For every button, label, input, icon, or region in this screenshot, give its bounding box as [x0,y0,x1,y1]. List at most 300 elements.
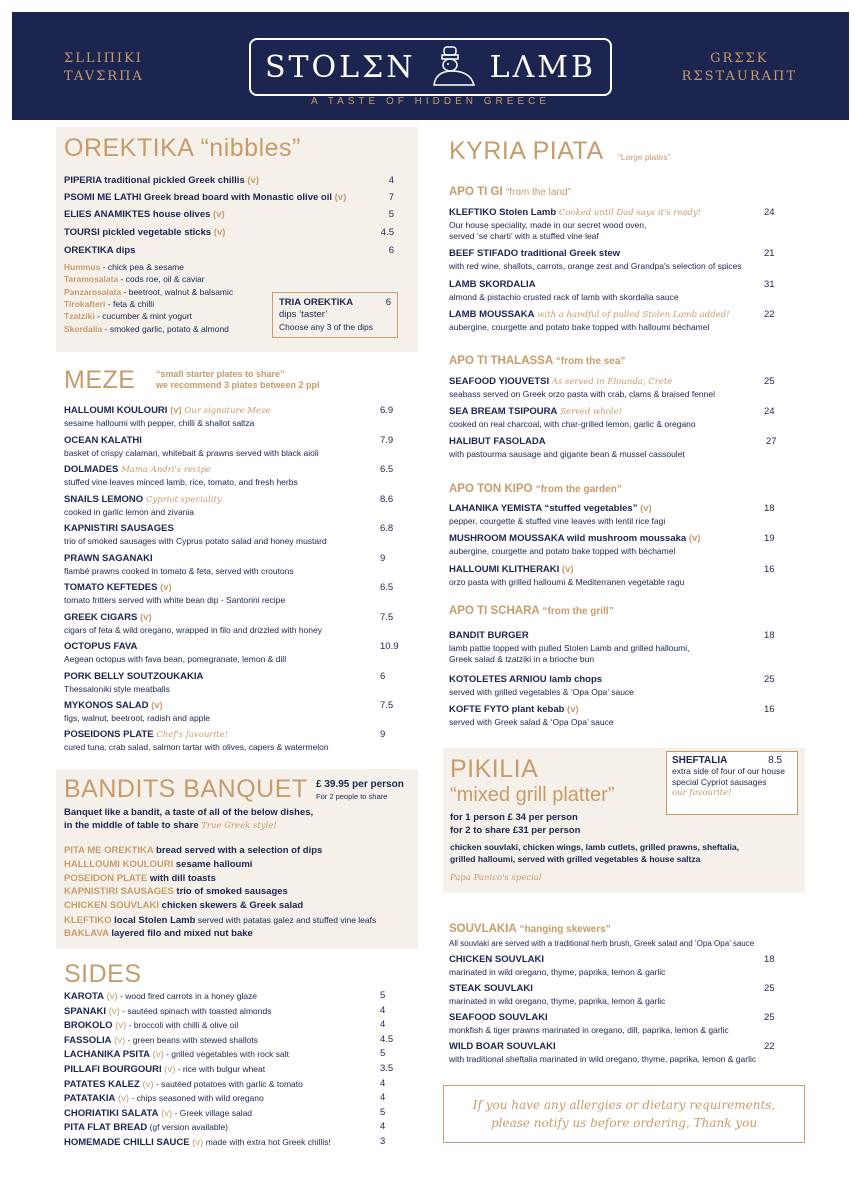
banquet-extra: served with patatas galez and stuffed vine leafs [195,915,377,925]
veg-tag: (v) [210,209,225,220]
tria-sub: dips ‘taster’ [279,309,328,320]
side-item [64,1019,238,1032]
veg-tag: (v) [211,227,226,238]
item-script: Served whole! [557,407,623,417]
veg-tag: (v) [112,1020,127,1032]
tagline: A TASTE OF HIDDEN GREECE [311,96,550,107]
meze-item [64,553,153,565]
side-name: CHORIATIKI SALATA [64,1107,159,1119]
item-price: 6.8 [380,523,394,534]
veg-tag: (v) [637,503,652,514]
side-price: 5 [380,990,386,1001]
item-name: SEAFOOD YIOUVETSI [449,376,550,387]
brand-right-line2: RΣSTAURAΠT [681,69,797,84]
garden-item [449,533,700,545]
banquet-name: HALLLOUMI KOULOURI [64,858,174,870]
item-price: 9 [380,553,386,564]
header-banner [12,12,849,120]
sides-title: SIDES [64,960,142,988]
garden-title-note: “from the garden” [535,484,622,495]
veg-tag: (v) [158,1107,173,1119]
item-desc: monkfish & tiger prawns marinated in oregano, dill, paprika, lemon & garlic [449,1025,729,1035]
item-desc: cigars of feta & wild oregano, wrapped in filo and drizzled with honey [64,625,322,635]
item-desc: orzo pasta with grilled halloumi & Mediterranen vegetable ragu [449,577,685,587]
side-item [64,1136,331,1149]
sheftalia-box [666,751,798,815]
garden-heading [449,483,622,495]
item-name: PORK BELLY SOUTZOUKAKIA [64,671,204,682]
tria-desc: Choose any 3 of the dips [279,322,374,332]
veg-tag: (v) [167,405,182,416]
item-name: MUSHROOM MOUSSAKA wild mushroom moussaka [449,533,687,544]
item-desc: stuffed vine leaves minced lamb, rice, tomato, and fresh herbs [64,477,298,487]
side-price: 4 [380,1019,386,1031]
banquet-name: KLEFTIKO [64,915,112,926]
side-name: SPANAKI [64,1005,107,1017]
banquet-name: PITA ME OREKTIKA [64,845,154,856]
item-name: KOTOLETES ARNIOU lamb chops [449,674,603,685]
meze-item [64,582,172,594]
item-price: 25 [764,674,775,685]
banquet-desc: bread served with a selection of dips [153,845,323,856]
side-name: FASSOLIA [64,1034,112,1046]
item-name: LAHANIKA YEMISTA “stuffed vegetables” [449,503,638,514]
orektika-item [64,227,225,239]
item-desc: figs, walnut, beetroot, radish and apple [64,713,211,723]
meze-title: MEZE [64,366,136,394]
item-desc: marinated in wild oregano, thyme, paprika, lemon & garlic [449,996,666,1006]
item-name: PRAWN SAGANAKI [64,553,153,564]
meze-item [64,494,222,506]
side-name: PATATAKIA [64,1093,116,1105]
side-item [64,1048,289,1061]
item-desc: seabass served on Greek orzo pasta with crab, clams & braised fennel [449,389,715,399]
brand-left-line1: ΣLLΙΠΙΚΙ [64,51,143,66]
item-price: 7.9 [380,435,394,446]
item-name: BANDIT BURGER [449,630,529,641]
meze-note1: “small starter plates to share” [156,369,285,379]
souvlakia-item [449,983,533,995]
side-desc: - green beans with stewed shallots [125,1034,259,1045]
souvlakia-title-note: “hanging skewers” [519,924,611,935]
lamb-chef-icon [426,45,480,89]
item-name: DOLMADES [64,464,119,475]
brand-right-line1: GRΣΣK [710,51,769,66]
banquet-item [64,845,322,857]
garden-item [449,564,574,576]
item-price: 25 [764,983,775,994]
veg-tag: (v) [148,700,163,711]
item-price: 9 [380,729,386,740]
item-name: BEEF STIFADO traditional Greek stew [449,248,621,259]
side-price: 3 [380,1136,386,1147]
dip-name: Hummus [64,262,101,272]
sheftalia-script: our favourite! [672,788,732,798]
item-desc: tomato fritters served with white bean dip - Santorini recipe [64,595,286,605]
banquet-desc: layered filo and mixed nut bake [108,927,253,939]
item-desc: marinated in wild oregano, thyme, paprika, lemon & garlic [449,967,666,977]
dip-desc: - beetroot, walnut & balsamic [121,286,234,297]
item-price: 31 [764,279,775,290]
veg-tag: (gf version available) [147,1122,229,1133]
souvlakia-heading [449,923,611,935]
item-price: 6.5 [380,464,394,475]
orektika-item [64,175,259,187]
side-name: LACHANIKA PSITA [64,1049,151,1061]
land-item [449,248,620,260]
veg-tag: (v) [331,192,347,203]
kyria-title: KYRIA PIATA [449,137,604,165]
sheftalia-price: 8.5 [768,755,782,766]
banquet-name: KAPNISTIRI SAUSAGES [64,886,174,898]
item-desc: sesame halloumi with pepper, chilli & shallot saltza [64,418,255,428]
side-desc: - grilled vegetables with rock salt [163,1049,289,1060]
item-name: OCTOPUS FAVA [64,641,138,652]
item-name: CHICKEN SOUVLAKI [449,954,545,965]
veg-tag: (v) [103,991,118,1002]
item-name: LAMB SKORDALIA [449,279,536,290]
land-item [449,309,730,321]
item-name: GREEK CIGARS [64,612,138,623]
meze-item [64,405,271,417]
allergy-line1: If you have any allergies or dietary requirements, [472,1098,776,1112]
banquet-item [64,873,216,885]
tria-orektika-box [272,292,398,338]
item-name: TOURSI pickled vegetable sticks [64,227,212,238]
item-desc: served with Greek salad & ‘Opa Opa’ sauce [449,717,614,727]
item-desc: flambé prawns cooked in tomato & feta, served with croutons [64,566,294,576]
item-desc: basket of crispy calamari, whitebait & prawns served with black aioli [64,448,319,458]
side-desc: - rice with bulgur wheat [175,1064,266,1074]
item-script: Chef's favourite! [153,730,229,740]
item-name: POSEIDONS PLATE [64,729,154,740]
veg-tag: (v) [137,612,152,623]
garden-title: APO TON KIPO [449,483,533,495]
garden-item [449,503,652,515]
item-name: HALIBUT FASOLADA [449,436,546,447]
veg-tag: (v) [150,1049,164,1061]
side-item [64,1063,265,1076]
side-name: PITA FLAT BREAD [64,1122,148,1134]
banquet-name: POSEIDON PLATE [64,872,148,884]
item-desc: with traditional sheftalia marinated in wild oregano, thyme, paprika, lemon & garlic [449,1054,757,1064]
banquet-title: BANDITS BANQUET [64,775,308,803]
item-name: SEAFOOD SOUVLAKI [449,1012,548,1023]
banquet-desc: trio of smoked sausages [173,886,288,898]
side-item [64,990,257,1003]
item-desc: pepper, courgette & stuffed vine leaves with lentil rice fagi [449,516,666,526]
dip-desc: - smoked garlic, potato & almond [102,323,229,334]
item-price: 24 [764,207,775,218]
kyria-subtitle: “Large plates” [618,152,671,162]
land-item [449,207,701,219]
brand-left-line2: TAVΣRΠA [64,69,144,84]
item-desc: cured tuna, crab salad, salmon tartar with olives, capers & watermelon [64,742,329,752]
dip-item [64,287,233,298]
item-desc: Our house speciality, made in our secret wood oven, [449,220,647,230]
item-desc: aubergine, courgette and potato bake topped with béchamel [449,546,676,556]
banquet-price-note: For 2 people to share [316,792,388,801]
grill-item [449,704,579,716]
land-title: APO TI GI [449,186,503,198]
item-name: HALLOUMI KOULOURI [64,405,168,416]
item-desc: with pastourma sausage and gigante bean & mussel cassoulet [449,449,685,459]
item-price: 10.9 [380,641,399,652]
side-price: 4 [380,1121,386,1133]
banquet-item [64,886,288,898]
sheftalia-name: SHEFTALIA [672,755,728,766]
dip-name: Panzarosalata [64,286,122,297]
sheftalia-desc1: extra side of four of our house [672,766,785,776]
banquet-item [64,928,253,940]
dip-name: Skordalia [64,323,103,334]
item-price: 24 [764,406,775,417]
dip-item [64,299,154,310]
side-name: PATATES KALEZ [64,1078,140,1090]
item-name: SEA BREAM TSIPOURA [449,406,558,417]
item-script: As served in Elounda, Crete [549,377,673,387]
item-name: PIPERIA traditional pickled Greek chillis [64,175,245,186]
orektika-item [64,192,346,204]
meze-note2: we recommend 3 plates between 2 ppl [156,380,320,390]
banquet-desc: chicken skewers & Greek salad [159,900,304,912]
sheftalia-desc2: special Cypriot sausages [672,777,767,787]
item-name: MYKONOS SALAD [64,700,149,711]
veg-tag: (v) [157,582,172,593]
item-name: OREKTIKA dips [64,245,136,256]
grill-title: APO TI SCHARA [449,605,540,617]
banquet-name: BAKLAVA [64,927,109,939]
side-desc: - wood fired carrots in a honey glaze [117,991,258,1001]
item-price: 7.5 [380,700,394,711]
banquet-intro2-row [64,820,277,831]
item-desc: with red wine, shallots, carrots, orange zest and Grandpa's selection of spices [449,261,742,271]
pikilia-price1: for 1 person £ 34 per person [450,812,578,823]
item-name: KAPNISTIRI SAUSAGES [64,523,174,534]
grill-item [449,630,529,642]
land-heading [449,186,571,198]
item-price: 21 [764,248,775,259]
veg-tag: (v) [686,533,701,544]
dip-desc: - chick pea & sesame [100,262,184,272]
sea-item [449,436,546,448]
item-name: WILD BOAR SOUVLAKI [449,1041,556,1052]
banquet-item [64,859,252,871]
side-item [64,1107,252,1120]
item-desc: trio of smoked sausages with Cyprus potato salad and honey mustard [64,536,327,546]
side-price: 4.5 [380,1033,394,1045]
item-script: with a handful of pulled Stolen Lamb added! [534,310,730,320]
veg-tag: (v) [564,704,579,715]
item-name: ELIES ANAMIKTES house olives [64,209,211,220]
brand-left [64,50,144,86]
item-price: 16 [764,704,775,715]
side-item [64,1005,271,1018]
veg-tag: (v) [189,1137,204,1148]
veg-tag: (v) [161,1064,176,1075]
item-name: KOFTE FYTO plant kebab [449,704,565,715]
side-item [64,1078,303,1091]
side-price: 5 [380,1106,386,1118]
item-price: 18 [764,630,775,641]
meze-item [64,612,152,624]
dip-item [64,324,229,335]
orektika-title: OREKTIKA “nibbles” [64,134,301,162]
allergy-line2: please notify us before ordering, Thank you [490,1116,758,1130]
side-name: PILLAFI BOURGOURI [64,1064,162,1075]
item-desc: cooked in garlic lemon and zivania [64,507,194,517]
logo-left-text: STOLΣN [265,49,416,85]
item-desc: served with grilled vegetables & ‘Opa Opa’ sauce [449,687,634,697]
meze-item [64,729,228,741]
item-price: 25 [764,376,775,387]
item-price: 27 [766,436,777,447]
side-item [64,1121,228,1134]
side-name: BROKOLO [64,1020,113,1032]
dip-item [64,274,205,285]
meze-item [64,435,142,447]
side-desc: - chips seasoned with wild oregano [129,1093,264,1104]
item-name: TOMATO KEFTEDES [64,582,158,593]
dip-desc: - feta & chilli [105,298,155,309]
tria-title: TRIA OREKTIKA [279,297,354,308]
sea-item [449,376,672,388]
sea-title: APO TI THALASSA [449,355,553,367]
souvlakia-note: All souvlaki are served with a traditional herb brush, Greek salad and ‘Opa Opa’ sauce [449,939,755,948]
banquet-name: CHICKEN SOUVLAKI [64,900,160,912]
meze-item [64,700,163,712]
grill-item [449,674,602,686]
dip-item [64,262,184,273]
dip-item [64,311,192,322]
grill-heading [449,605,614,617]
item-name: HALLOUMI KLITHERAKI [449,564,560,575]
side-desc: - sautéed spinach with toasted almonds [119,1005,272,1016]
side-name: HOMEMADE CHILLI SAUCE [64,1137,190,1148]
sea-item [449,406,622,418]
item-name: PSOMI ME LATHI Greek bread board with Monastic olive oil [64,192,332,203]
side-item [64,1034,258,1047]
souvlakia-item [449,1041,556,1053]
banquet-intro-script: True Greek style! [201,821,277,831]
banquet-price: £ 39.95 per person [316,779,404,790]
orektika-item [64,209,225,221]
item-price: 22 [764,309,775,320]
side-price: 4 [380,1004,386,1016]
side-price: 3.5 [380,1063,394,1074]
item-name: STEAK SOUVLAKI [449,983,533,994]
dip-name: Tirokafteri [64,298,106,309]
veg-tag: (v) [244,175,259,186]
dip-desc: - cods roe, oil & caviar [118,274,205,285]
pikilia-price2: for 2 to share £31 per person [450,825,581,836]
veg-tag: (v) [106,1005,120,1017]
side-price: 4 [380,1077,386,1089]
item-price: 8.6 [380,494,394,505]
banquet-intro1: Banquet like a bandit, a taste of all of the below dishes, [64,807,314,818]
banquet-desc: sesame halloumi [173,858,253,870]
orektika-item [64,245,135,257]
veg-tag: (v) [111,1034,126,1046]
banquet-desc: with dill toasts [147,872,216,884]
dip-name: Tzatziki [64,311,95,322]
item-desc2: Greek salad & tzatziki in a brioche bun [449,654,595,664]
item-name: KLEFTIKO Stolen Lamb [449,207,557,218]
pikilia-script: Papa Panico's special [450,873,542,883]
tria-price: 6 [385,297,391,308]
pikilia-title1: PIKILIA [450,755,539,783]
item-price: 19 [764,533,775,544]
item-desc: Aegean octopus with fava bean, pomegranate, lemon & dill [64,654,287,664]
land-title-note: “from the land” [505,187,571,198]
item-script: Cooked until Dad says it's ready! [556,208,702,218]
item-desc: aubergine, courgette and potato bake topped with halloumi béchamel [449,322,710,332]
item-name: OCEAN KALATHI [64,435,142,446]
side-desc: - Greek village salad [172,1107,253,1118]
land-item [449,279,536,291]
banquet-item [64,900,303,912]
logo [249,38,612,96]
side-desc: - sautéed potatoes with garlic & tomato [153,1078,303,1089]
item-price: 25 [764,1012,775,1023]
item-name: SNAILS LEMONO [64,494,144,505]
item-price: 6.9 [380,405,394,416]
souvlakia-title: SOUVLAKIA [449,923,517,935]
meze-item [64,671,203,683]
sea-heading [449,355,625,367]
item-price: 22 [764,1041,775,1052]
banquet-item [64,914,376,927]
item-price: 4 [388,175,394,186]
side-desc: - broccoli with chilli & olive oil [126,1020,239,1031]
item-price: 7 [388,192,394,203]
side-desc: made with extra hot Greek chillis! [203,1137,331,1147]
item-price: 18 [764,954,775,965]
side-price: 4 [380,1092,386,1104]
banquet-intro2: in the middle of table to share [64,820,199,831]
item-desc: almond & pistachio crusted rack of lamb with skordalia sauce [449,292,679,302]
side-name: KAROTA [64,991,104,1002]
brand-right [682,50,797,86]
veg-tag: (v) [115,1093,130,1105]
side-item [64,1092,264,1105]
veg-tag: (v) [559,564,574,575]
pikilia-title2: “mixed grill platter” [450,784,615,806]
item-price: 18 [764,503,775,514]
item-price: 6.5 [380,582,394,593]
meze-item [64,464,211,476]
meze-item [64,523,174,535]
item-name: LAMB MOUSSAKA [449,309,535,320]
side-price: 5 [380,1048,386,1060]
banquet-desc: local Stolen Lamb [111,915,196,926]
item-price: 5 [388,209,394,220]
sea-title-note: “from the sea” [555,356,626,367]
souvlakia-item [449,1012,548,1024]
item-price: 4.5 [380,227,394,238]
meze-item [64,641,137,653]
pikilia-desc2: grilled halloumi, served with grilled vegetables & house saltza [450,854,701,864]
item-desc: lamb pattie topped with pulled Stolen Lamb and grilled halloumi, [449,643,690,653]
dip-name: Taramosalata [64,274,119,285]
souvlakia-item [449,954,544,966]
item-price: 6 [380,671,386,682]
allergy-box [443,1085,805,1143]
item-price: 16 [764,564,775,575]
pikilia-desc1: chicken souvlaki, chicken wings, lamb cutlets, grilled prawns, sheftalia, [450,842,740,852]
item-price: 6 [388,245,394,256]
item-desc: cooked on real charcoal, with char-grilled lemon, garlic & oregano [449,419,696,429]
